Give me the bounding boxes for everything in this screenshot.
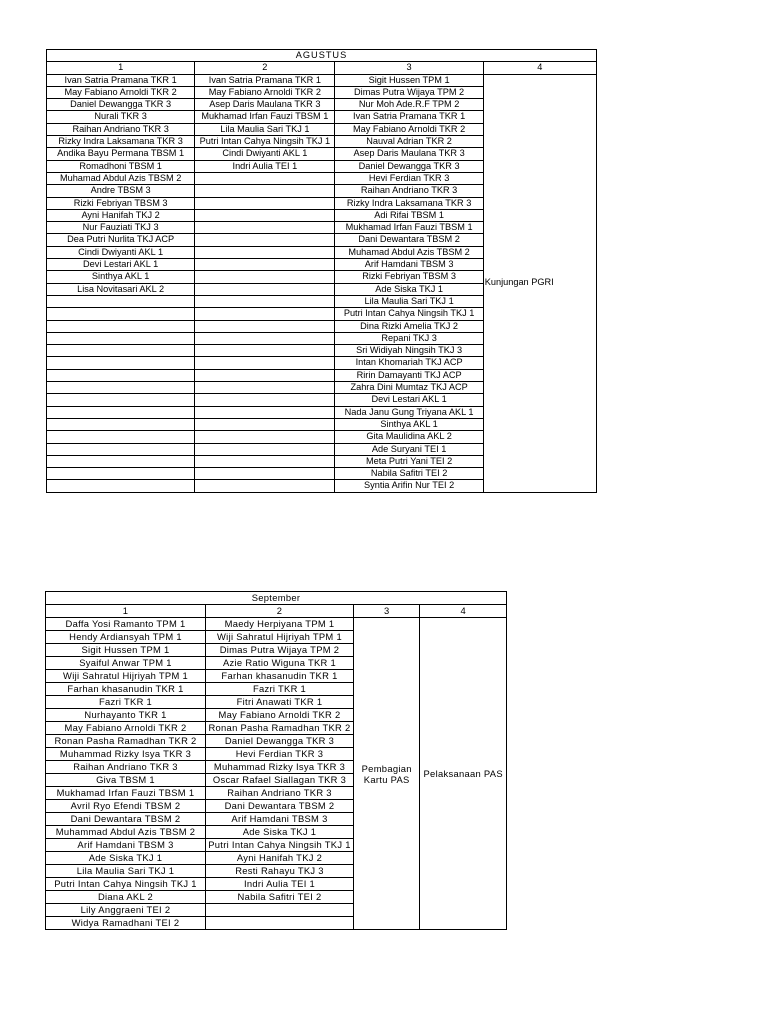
agustus-cell-col1: Ayni Hanifah TKJ 2 [47, 209, 195, 221]
september-col-header-4: 4 [420, 605, 507, 618]
september-cell-col2: Ronan Pasha Ramadhan TKR 2 [206, 722, 354, 735]
agustus-cell-col2 [195, 295, 335, 307]
agustus-col-header-4: 4 [483, 62, 596, 74]
agustus-col-header-2: 2 [195, 62, 335, 74]
september-cell-col2: Raihan Andriano TKR 3 [206, 787, 354, 800]
september-title: September [46, 592, 507, 605]
agustus-cell-col3: Dimas Putra Wijaya TPM 2 [335, 86, 483, 98]
agustus-cell-col3: Ivan Satria Pramana TKR 1 [335, 111, 483, 123]
september-cell-col2: Ayni Hanifah TKJ 2 [206, 852, 354, 865]
agustus-cell-col2 [195, 443, 335, 455]
agustus-cell-col1 [47, 431, 195, 443]
agustus-cell-col2 [195, 369, 335, 381]
agustus-col-header-3: 3 [335, 62, 483, 74]
agustus-cell-col1 [47, 418, 195, 430]
september-col-header-1: 1 [46, 605, 206, 618]
september-cell-col2: Dimas Putra Wijaya TPM 2 [206, 644, 354, 657]
agustus-cell-col1: Raihan Andriano TKR 3 [47, 123, 195, 135]
september-column-header-row [46, 605, 507, 618]
agustus-column-header-row [47, 62, 597, 74]
agustus-cell-col1 [47, 468, 195, 480]
september-col4-note: Pelaksanaan PAS [420, 618, 507, 930]
agustus-cell-col2 [195, 209, 335, 221]
agustus-cell-col1 [47, 480, 195, 492]
agustus-cell-col1: Rizki Febriyan TBSM 3 [47, 197, 195, 209]
agustus-cell-col1: Daniel Dewangga TKR 3 [47, 99, 195, 111]
agustus-cell-col2: May Fabiano Arnoldi TKR 2 [195, 86, 335, 98]
september-col3-note: Pembagian Kartu PAS [353, 618, 419, 930]
september-cell-col1: Wiji Sahratul Hijriyah TPM 1 [46, 670, 206, 683]
september-cell-col2: Fazri TKR 1 [206, 683, 354, 696]
agustus-cell-col2 [195, 468, 335, 480]
september-cell-col2: Muhammad Rizky Isya TKR 3 [206, 761, 354, 774]
agustus-cell-col2 [195, 271, 335, 283]
agustus-cell-col1: Rizky Indra Laksamana TKR 3 [47, 136, 195, 148]
agustus-cell-col2 [195, 185, 335, 197]
agustus-cell-col1 [47, 308, 195, 320]
agustus-cell-col3: Mukhamad Irfan Fauzi TBSM 1 [335, 222, 483, 234]
september-cell-col2: Hevi Ferdian TKR 3 [206, 748, 354, 761]
agustus-cell-col2: Cindi Dwiyanti AKL 1 [195, 148, 335, 160]
september-cell-col2 [206, 917, 354, 930]
september-cell-col1: Ade Siska TKJ 1 [46, 852, 206, 865]
agustus-cell-col3: Ade Suryani TEI 1 [335, 443, 483, 455]
agustus-cell-col1: Devi Lestari AKL 1 [47, 259, 195, 271]
agustus-cell-col3: Muhamad Abdul Azis TBSM 2 [335, 246, 483, 258]
september-cell-col1: Dani Dewantara TBSM 2 [46, 813, 206, 826]
agustus-cell-col2: Lila Maulia Sari TKJ 1 [195, 123, 335, 135]
september-cell-col1: Syaiful Anwar TPM 1 [46, 657, 206, 670]
agustus-cell-col1: May Fabiano Arnoldi TKR 2 [47, 86, 195, 98]
september-cell-col1: Fazri TKR 1 [46, 696, 206, 709]
agustus-cell-col1 [47, 295, 195, 307]
september-cell-col1: Mukhamad Irfan Fauzi TBSM 1 [46, 787, 206, 800]
september-cell-col2: Resti Rahayu TKJ 3 [206, 865, 354, 878]
september-cell-col1: Muhammad Abdul Azis TBSM 2 [46, 826, 206, 839]
september-cell-col1: Raihan Andriano TKR 3 [46, 761, 206, 774]
agustus-col-header-1: 1 [47, 62, 195, 74]
agustus-cell-col3: Hevi Ferdian TKR 3 [335, 172, 483, 184]
agustus-cell-col3: Ririn Damayanti TKJ ACP [335, 369, 483, 381]
agustus-cell-col2 [195, 418, 335, 430]
september-cell-col1: Ronan Pasha Ramadhan TKR 2 [46, 735, 206, 748]
agustus-cell-col1 [47, 406, 195, 418]
september-cell-col2: Oscar Rafael Siallagan TKR 3 [206, 774, 354, 787]
agustus-cell-col2 [195, 283, 335, 295]
agustus-cell-col3: Syntia Arifin Nur TEI 2 [335, 480, 483, 492]
september-cell-col1: Giva TBSM 1 [46, 774, 206, 787]
agustus-cell-col1 [47, 332, 195, 344]
agustus-cell-col3: Meta Putri Yani TEI 2 [335, 455, 483, 467]
agustus-cell-col3: Dina Rizki Amelia TKJ 2 [335, 320, 483, 332]
agustus-cell-col3: Sri Widiyah Ningsih TKJ 3 [335, 345, 483, 357]
september-cell-col1: Muhammad Rizky Isya TKR 3 [46, 748, 206, 761]
september-cell-col2: Daniel Dewangga TKR 3 [206, 735, 354, 748]
september-cell-col2: Maedy Herpiyana TPM 1 [206, 618, 354, 631]
agustus-cell-col2 [195, 197, 335, 209]
agustus-cell-col2 [195, 406, 335, 418]
agustus-cell-col1: Andika Bayu Permana TBSM 1 [47, 148, 195, 160]
agustus-cell-col2 [195, 234, 335, 246]
agustus-cell-col2: Mukhamad Irfan Fauzi TBSM 1 [195, 111, 335, 123]
agustus-cell-col1: Muhamad Abdul Azis TBSM 2 [47, 172, 195, 184]
agustus-cell-col3: Adi Rifai TBSM 1 [335, 209, 483, 221]
agustus-cell-col3: Arif Hamdani TBSM 3 [335, 259, 483, 271]
september-cell-col2: May Fabiano Arnoldi TKR 2 [206, 709, 354, 722]
agustus-cell-col2 [195, 480, 335, 492]
agustus-cell-col3: Putri Intan Cahya Ningsih TKJ 1 [335, 308, 483, 320]
september-cell-col2: Farhan khasanudin TKR 1 [206, 670, 354, 683]
agustus-cell-col3: Zahra Dini Mumtaz TKJ ACP [335, 382, 483, 394]
agustus-cell-col1: Nur Fauziati TKJ 3 [47, 222, 195, 234]
agustus-cell-col3: Sinthya AKL 1 [335, 418, 483, 430]
agustus-cell-col3: Lila Maulia Sari TKJ 1 [335, 295, 483, 307]
agustus-cell-col2 [195, 172, 335, 184]
agustus-cell-col2: Ivan Satria Pramana TKR 1 [195, 74, 335, 86]
september-cell-col1: Farhan khasanudin TKR 1 [46, 683, 206, 696]
agustus-cell-col1: Romadhoni TBSM 1 [47, 160, 195, 172]
september-col-header-3: 3 [353, 605, 419, 618]
september-cell-col1: May Fabiano Arnoldi TKR 2 [46, 722, 206, 735]
agustus-cell-col2: Indri Aulia TEI 1 [195, 160, 335, 172]
agustus-cell-col3: Rizky Indra Laksamana TKR 3 [335, 197, 483, 209]
agustus-cell-col3: Sigit Hussen TPM 1 [335, 74, 483, 86]
agustus-cell-col3: Devi Lestari AKL 1 [335, 394, 483, 406]
september-cell-col1: Widya Ramadhani TEI 2 [46, 917, 206, 930]
agustus-cell-col3: Asep Daris Maulana TKR 3 [335, 148, 483, 160]
agustus-cell-col3: Ade Siska TKJ 1 [335, 283, 483, 295]
september-cell-col2: Wiji Sahratul Hijriyah TPM 1 [206, 631, 354, 644]
agustus-cell-col3: Daniel Dewangga TKR 3 [335, 160, 483, 172]
agustus-cell-col1 [47, 320, 195, 332]
agustus-cell-col2 [195, 246, 335, 258]
agustus-cell-col3: Gita Maulidina AKL 2 [335, 431, 483, 443]
agustus-cell-col2 [195, 320, 335, 332]
september-cell-col1: Putri Intan Cahya Ningsih TKJ 1 [46, 878, 206, 891]
agustus-cell-col3: Nabila Safitri TEI 2 [335, 468, 483, 480]
september-cell-col1: Diana AKL 2 [46, 891, 206, 904]
september-cell-col1: Arif Hamdani TBSM 3 [46, 839, 206, 852]
agustus-cell-col3: Nauval Adrian TKR 2 [335, 136, 483, 148]
agustus-cell-col2 [195, 222, 335, 234]
agustus-cell-col1: Andre TBSM 3 [47, 185, 195, 197]
agustus-col4-note: Kunjungan PGRI [483, 74, 596, 492]
agustus-cell-col3: Repani TKJ 3 [335, 332, 483, 344]
agustus-cell-col1: Sinthya AKL 1 [47, 271, 195, 283]
agustus-cell-col2: Putri Intan Cahya Ningsih TKJ 1 [195, 136, 335, 148]
agustus-title-row [47, 50, 597, 62]
september-cell-col2: Dani Dewantara TBSM 2 [206, 800, 354, 813]
september-cell-col2: Ade Siska TKJ 1 [206, 826, 354, 839]
agustus-cell-col3: Rizki Febriyan TBSM 3 [335, 271, 483, 283]
agustus-cell-col3: Raihan Andriano TKR 3 [335, 185, 483, 197]
agustus-cell-col1: Dea Putri Nurlita TKJ ACP [47, 234, 195, 246]
agustus-cell-col3: Nada Janu Gung Triyana AKL 1 [335, 406, 483, 418]
september-table [45, 591, 507, 930]
agustus-cell-col1 [47, 443, 195, 455]
september-cell-col1: Hendy Ardiansyah TPM 1 [46, 631, 206, 644]
september-cell-col1: Nurhayanto TKR 1 [46, 709, 206, 722]
agustus-cell-col2 [195, 308, 335, 320]
agustus-cell-col1: Nurali TKR 3 [47, 111, 195, 123]
agustus-cell-col3: Intan Khomariah TKJ ACP [335, 357, 483, 369]
september-cell-col2: Putri Intan Cahya Ningsih TKJ 1 [206, 839, 354, 852]
agustus-cell-col3: Nur Moh Ade.R.F TPM 2 [335, 99, 483, 111]
agustus-cell-col1: Cindi Dwiyanti AKL 1 [47, 246, 195, 258]
september-cell-col1: Lily Anggraeni TEI 2 [46, 904, 206, 917]
agustus-cell-col2 [195, 382, 335, 394]
september-cell-col2: Fitri Anawati TKR 1 [206, 696, 354, 709]
agustus-cell-col1 [47, 369, 195, 381]
september-cell-col1: Avril Ryo Efendi TBSM 2 [46, 800, 206, 813]
agustus-cell-col2 [195, 259, 335, 271]
agustus-cell-col2: Asep Daris Maulana TKR 3 [195, 99, 335, 111]
september-cell-col2: Arif Hamdani TBSM 3 [206, 813, 354, 826]
september-cell-col2: Azie Ratio Wiguna TKR 1 [206, 657, 354, 670]
agustus-cell-col2 [195, 431, 335, 443]
agustus-cell-col1 [47, 382, 195, 394]
agustus-table [46, 49, 597, 493]
agustus-cell-col3: Dani Dewantara TBSM 2 [335, 234, 483, 246]
agustus-cell-col1 [47, 357, 195, 369]
agustus-cell-col2 [195, 394, 335, 406]
agustus-cell-col1 [47, 455, 195, 467]
september-cell-col1: Sigit Hussen TPM 1 [46, 644, 206, 657]
september-cell-col1: Daffa Yosi Ramanto TPM 1 [46, 618, 206, 631]
september-cell-col1: Lila Maulia Sari TKJ 1 [46, 865, 206, 878]
agustus-cell-col1 [47, 345, 195, 357]
agustus-cell-col1 [47, 394, 195, 406]
agustus-title: AGUSTUS [47, 50, 597, 62]
agustus-cell-col2 [195, 345, 335, 357]
agustus-cell-col1: Lisa Novitasari AKL 2 [47, 283, 195, 295]
september-cell-col2: Nabila Safitri TEI 2 [206, 891, 354, 904]
table-row [46, 618, 507, 631]
agustus-cell-col2 [195, 357, 335, 369]
agustus-cell-col2 [195, 332, 335, 344]
september-cell-col2 [206, 904, 354, 917]
table-row [47, 74, 597, 86]
september-title-row [46, 592, 507, 605]
september-col-header-2: 2 [206, 605, 354, 618]
agustus-cell-col2 [195, 455, 335, 467]
agustus-cell-col1: Ivan Satria Pramana TKR 1 [47, 74, 195, 86]
september-cell-col2: Indri Aulia TEI 1 [206, 878, 354, 891]
agustus-cell-col3: May Fabiano Arnoldi TKR 2 [335, 123, 483, 135]
